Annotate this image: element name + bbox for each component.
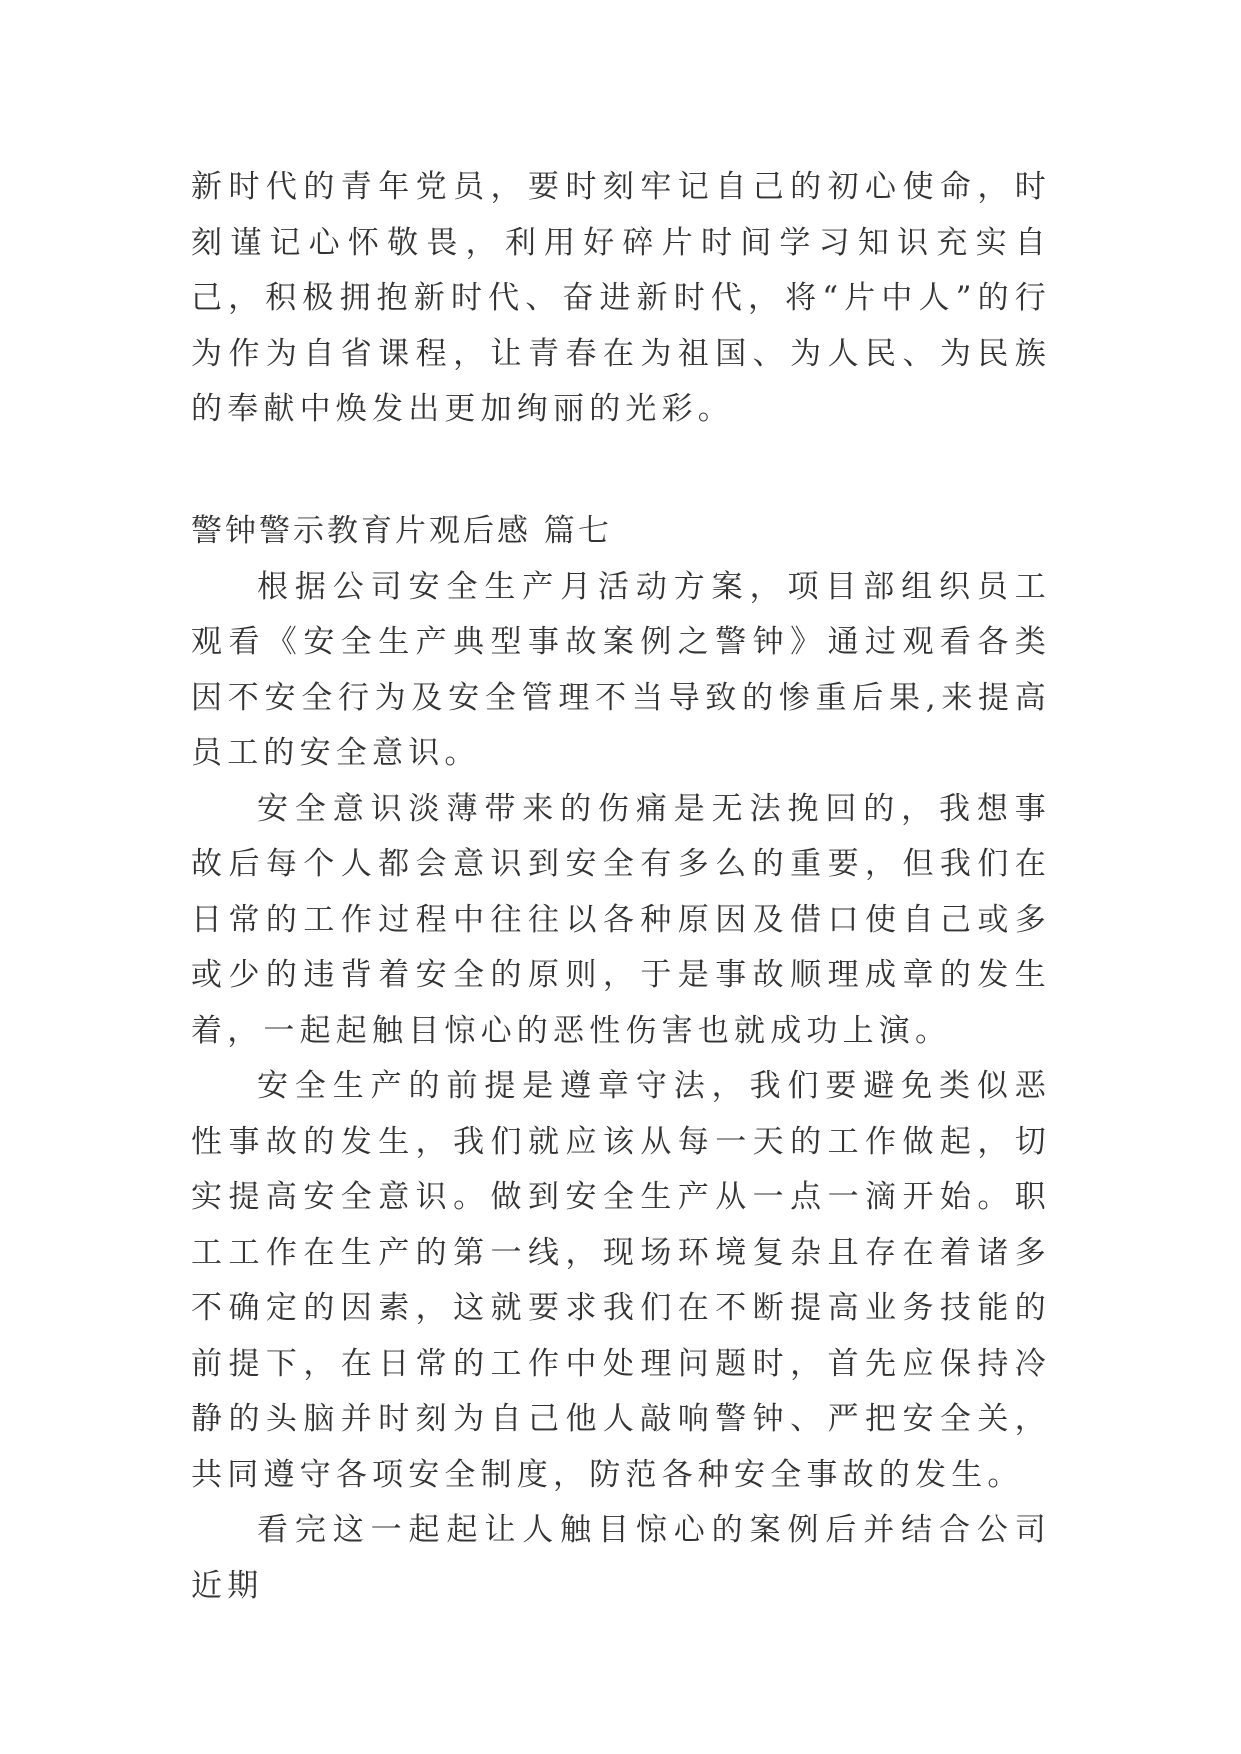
- continuation-paragraph: 新时代的青年党员，要时刻牢记自己的初心使命，时刻谨记心怀敬畏，利用好碎片时间学习知识充实自己，积极拥抱新时代、奋进新时代，将“片中人”的行为作为自省课程，让青春在为祖国、为人民、为民族的奉献中焕发出更加绚丽的光彩。: [191, 169, 1051, 427]
- body-paragraph: 根据公司安全生产月活动方案，项目部组织员工观看《安全生产典型事故案例之警钟》通过观看各类因不安全行为及安全管理不当导致的惨重后果,来提高员工的安全意识。: [191, 568, 1051, 771]
- body-paragraph: 安全意识淡薄带来的伤痛是无法挽回的，我想事故后每个人都会意识到安全有多么的重要，但我们在日常的工作过程中往往以各种原因及借口使自己或多或少的违背着安全的原则，于是事故顺理成章的发生着，一起起触目惊心的恶性伤害也就成功上演。: [191, 790, 1051, 1049]
- body-paragraph: 看完这一起起让人触目惊心的案例后并结合公司近期: [191, 1512, 1051, 1604]
- essay-section: [191, 504, 1051, 1614]
- body-paragraph: 安全生产的前提是遵章守法，我们要避免类似恶性事故的发生，我们就应该从每一天的工作做起，切实提高安全意识。做到安全生产从一点一滴开始。职工工作在生产的第一线，现场环境复杂且存在着诸多不确定的因素，这就要求我们在不断提高业务技能的前提下，在日常的工作中处理问题时，首先应保持冷静的头脑并时刻为自己他人敲响警钟、严把安全关，共同遵守各项安全制度，防范各种安全事故的发生。: [191, 1068, 1051, 1493]
- section-title: 警钟警示教育片观后感 篇七: [191, 513, 612, 549]
- continuation-block: [191, 160, 1051, 438]
